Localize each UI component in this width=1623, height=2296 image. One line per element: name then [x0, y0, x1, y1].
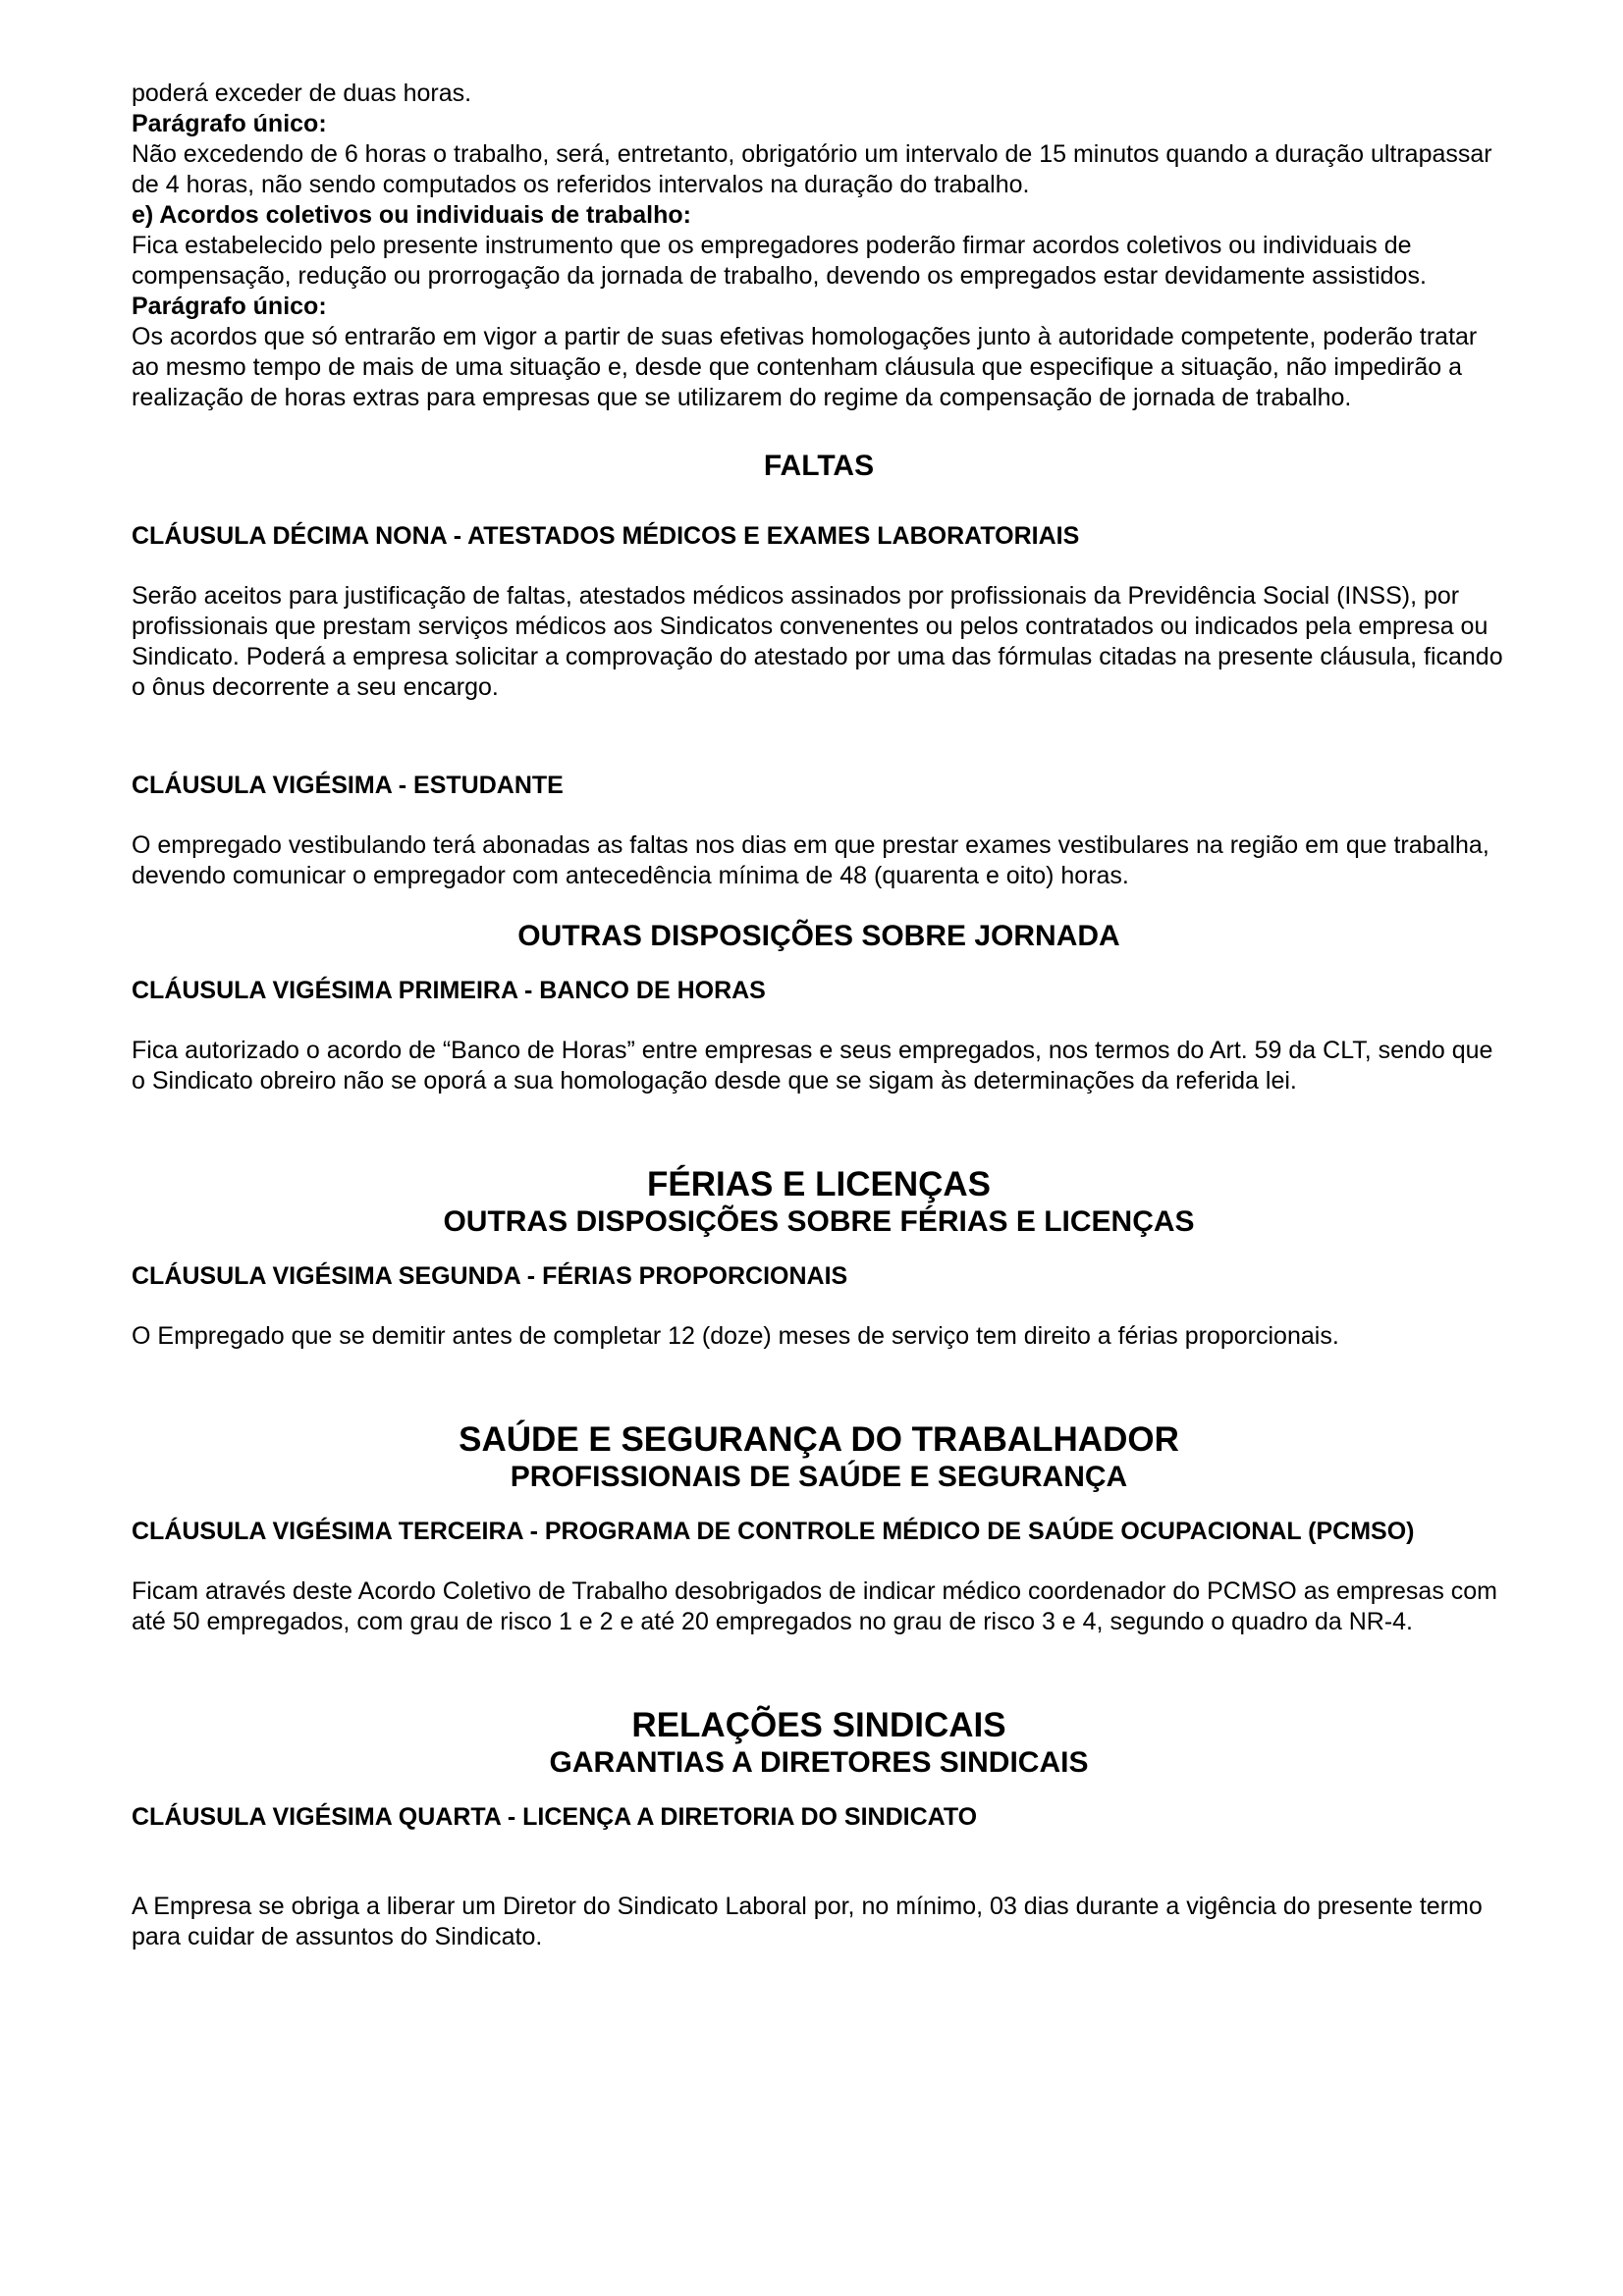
section-title-faltas: FALTAS — [763, 450, 875, 482]
paragraph-text: Não excedendo de 6 horas o trabalho, será, entretanto, obrigatório um intervalo de 15 minutos quando a duração ultrapassar de 4 horas, não sendo computados os referidos intervalos na duração do trabalho. — [132, 140, 1492, 198]
section-title-sindicais: RELAÇÕES SINDICAIS — [631, 1706, 1006, 1744]
section-subtitle-sindicais: GARANTIAS A DIRETORES SINDICAIS — [549, 1746, 1089, 1779]
item-heading: e) Acordos coletivos ou individuais de trabalho: — [132, 201, 691, 229]
clause-title: CLÁUSULA VIGÉSIMA QUARTA - LICENÇA A DIRETORIA DO SINDICATO — [132, 1803, 978, 1831]
intro-line: poderá exceder de duas horas. — [132, 80, 472, 107]
clause-title: CLÁUSULA VIGÉSIMA PRIMEIRA - BANCO DE HORAS — [132, 977, 766, 1004]
paragraph-text: Os acordos que só entrarão em vigor a partir de suas efetivas homologações junto à autoridade competente, poderão tratar ao mesmo tempo de mais de uma situação e, desde que contenham cláusula que especifique a situação, não impedirão a realização de horas extras para empresas que se utilizarem do regime da compensação de jornada de trabalho. — [132, 323, 1478, 411]
section-title-saude: SAÚDE E SEGURANÇA DO TRABALHADOR — [459, 1420, 1179, 1459]
clause-text: Fica autorizado o acordo de “Banco de Horas” entre empresas e seus empregados, nos termos do Art. 59 da CLT, sendo que o Sindicato obreiro não se oporá a sua homologação desde que se sigam às determinações da referida lei. — [132, 1037, 1493, 1095]
clause-text: Ficam através deste Acordo Coletivo de Trabalho desobrigados de indicar médico coordenador do PCMSO as empresas com até 50 empregados, com grau de risco 1 e 2 e até 20 empregados no grau de risco 3 e 4, segundo o quadro da NR-4. — [132, 1577, 1497, 1635]
clause-text: Serão aceitos para justificação de faltas, atestados médicos assinados por profissionais da Previdência Social (INSS), por profissionais que prestam serviços médicos aos Sindicatos convenentes ou pelos contratados ou indicados pela empresa ou Sindicato. Poderá a empresa solicitar a comprovação do atestado por uma das fórmulas citadas na presente cláusula, ficando o ônus decorrente a seu encargo. — [132, 582, 1503, 701]
clause-text: O empregado vestibulando terá abonadas as faltas nos dias em que prestar exames vestibulares na região em que trabalha, devendo comunicar o empregador com antecedência mínima de 48 (quarenta e oito) horas. — [132, 831, 1489, 889]
section-title-ferias: FÉRIAS E LICENÇAS — [646, 1165, 992, 1203]
section-subtitle-saude: PROFISSIONAIS DE SAÚDE E SEGURANÇA — [510, 1461, 1128, 1493]
clause-title: CLÁUSULA VIGÉSIMA TERCEIRA - PROGRAMA DE CONTROLE MÉDICO DE SAÚDE OCUPACIONAL (PCMSO) — [132, 1518, 1415, 1545]
document-body — [132, 79, 1506, 1952]
clause-text: A Empresa se obriga a liberar um Diretor do Sindicato Laboral por, no mínimo, 03 dias durante a vigência do presente termo para cuidar de assuntos do Sindicato. — [132, 1893, 1483, 1950]
paragraph-heading: Parágrafo único: — [132, 293, 327, 320]
section-title-jornada: OUTRAS DISPOSIÇÕES SOBRE JORNADA — [517, 920, 1120, 952]
clause-title: CLÁUSULA DÉCIMA NONA - ATESTADOS MÉDICOS E EXAMES LABORATORIAIS — [132, 522, 1080, 550]
clause-text: O Empregado que se demitir antes de completar 12 (doze) meses de serviço tem direito a férias proporcionais. — [132, 1322, 1339, 1350]
paragraph-heading: Parágrafo único: — [132, 110, 327, 137]
section-subtitle-ferias: OUTRAS DISPOSIÇÕES SOBRE FÉRIAS E LICENÇAS — [443, 1205, 1195, 1238]
clause-title: CLÁUSULA VIGÉSIMA SEGUNDA - FÉRIAS PROPORCIONAIS — [132, 1262, 848, 1290]
item-text: Fica estabelecido pelo presente instrumento que os empregadores poderão firmar acordos coletivos ou individuais de compensação, redução ou prorrogação da jornada de trabalho, devendo os empregados estar devidamente assistidos. — [132, 232, 1427, 290]
clause-title: CLÁUSULA VIGÉSIMA - ESTUDANTE — [132, 772, 564, 799]
